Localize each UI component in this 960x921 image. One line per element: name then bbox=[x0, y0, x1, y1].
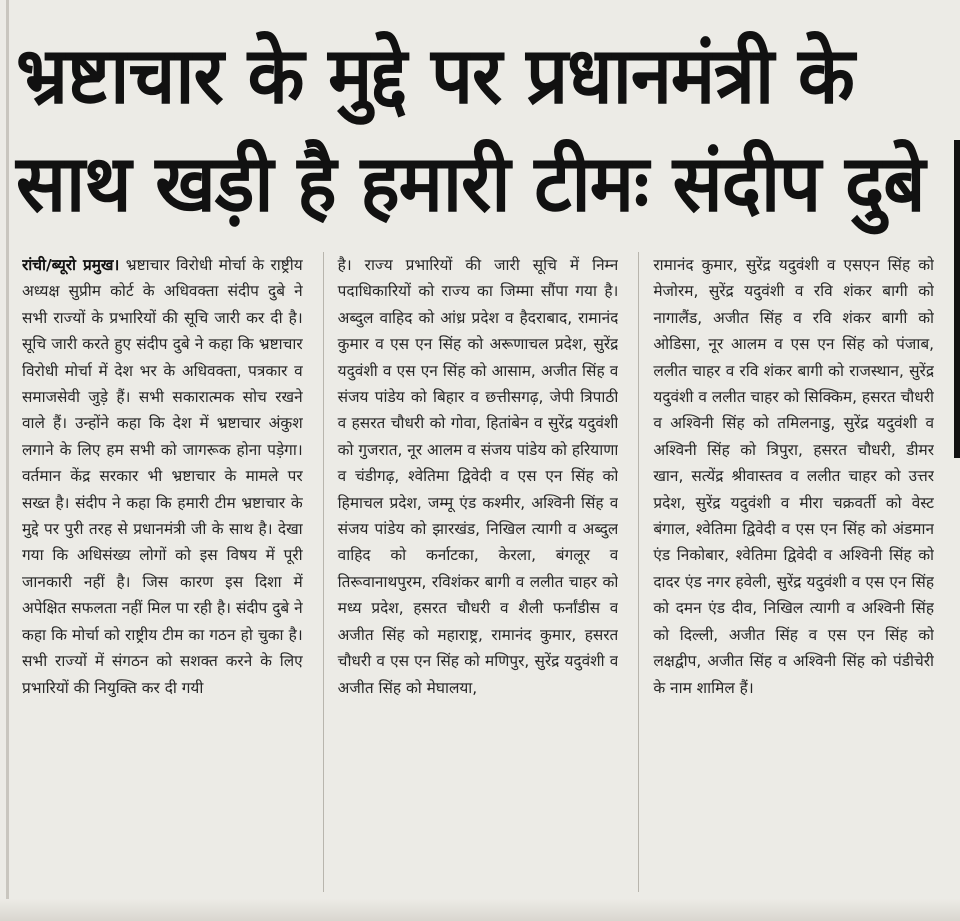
page-bottom-edge bbox=[0, 899, 960, 921]
column-rule-left bbox=[6, 0, 9, 921]
article-body bbox=[22, 252, 934, 892]
dateline: रांची/ब्यूरो प्रमुख। bbox=[22, 256, 120, 274]
adjacent-article-bar bbox=[954, 140, 960, 458]
article-column-2: है। राज्य प्रभारियों की जारी सूचि में निम्न पदाधिकारियों को राज्य का जिम्मा सौंपा गया है। अब्दुल वाहिद को आंध्र प्रदेश व हैदराबाद, रामानंद कुमार व एस एन सिंह को अरूणाचल प्रदेश, सुरेंद्र यदुवंशी व एस एन सिंह को आसाम, अजीत सिंह व संजय पांडेय को बिहार व छत्तीसगढ़, जेपी त्रिपाठी व हसरत चौधरी को गोवा, हितांबेन व सुरेंद्र यदुवंशी को गुजरात, नूर आलम व संजय पांडेय को हरियाणा व चंडीगढ़, श्वेतिमा द्विवेदी व एस एन सिंह को हिमाचल प्रदेश, जम्मू एंड कश्मीर, अश्विनी सिंह व संजय पांडेय को झारखंड, निखिल त्यागी व अब्दुल वाहिद को कर्नाटका, केरला, बंगलूर व तिरूवानाथपुरम, रविशंकर बागी व ललीत चाहर को मध्य प्रदेश, हसरत चौधरी व शैली फर्नांडीस व अजीत सिंह को महाराष्ट्र, रामानंद कुमार, हसरत चौधरी व एस एन सिंह को मणिपुर, सुरेंद्र यदुवंशी व अजीत सिंह को मेघालया, bbox=[323, 252, 619, 892]
headline bbox=[16, 22, 936, 238]
article-column-3: रामानंद कुमार, सुरेंद्र यदुवंशी व एसएन सिंह को मेजोरम, सुरेंद्र यदुवंशी व रवि शंकर बागी को नागालैंड, अजीत सिंह व रवि शंकर बागी को ओडिसा, नूर आलम व एस एन सिंह को पंजाब, ललीत चाहर व रवि शंकर बागी को राजस्थान, सुरेंद्र यदुवंशी व ललीत चाहर को सिक्किम, हसरत चौधरी व अश्विनी सिंह को तमिलनाडु, सुरेंद्र यदुवंशी व अश्विनी सिंह को त्रिपुरा, हसरत चौधरी, डीमर खान, सत्येंद्र श्रीवास्तव व ललीत चाहर को उत्तर प्रदेश, सुरेंद्र यदुवंशी व मीरा चक्रवर्ती को वेस्ट बंगाल, श्वेतिमा द्विवेदी व एस एन सिंह को अंडमान एंड निकोबार, श्वेतिमा द्विवेदी व अश्विनी सिंह को दादर एंड नगर हवेली, सुरेंद्र यदुवंशी व एस एन सिंह को दमन एंड दीव, निखिल त्यागी व अश्विनी सिंह को दिल्ली, अजीत सिंह व एस एन सिंह को लक्षद्वीप, अजीत सिंह व अश्विनी सिंह को पंडीचेरी के नाम शामिल हैं। bbox=[638, 252, 934, 892]
headline-line-1: भ्रष्टाचार के मुद्दे पर प्रधानमंत्री के bbox=[16, 30, 854, 122]
headline-line-2: साथ खड़ी है हमारी टीमः संदीप दुबे bbox=[16, 138, 925, 230]
adjacent-article-edge bbox=[942, 0, 960, 921]
article-column-1 bbox=[22, 252, 303, 892]
article-column-1-text: भ्रष्टाचार विरोधी मोर्चा के राष्ट्रीय अध्यक्ष सुप्रीम कोर्ट के अधिवक्ता संदीप दुबे ने सभी राज्यों के प्रभारियों की सूचि जारी कर दी है। सूचि जारी करते हुए संदीप दुबे ने कहा कि भ्रष्टाचार विरोधी मोर्चा में देश भर के अधिवक्ता, पत्रकार व समाजसेवी जुड़े हैं। सभी सकारात्मक सोच रखने वाले हैं। उन्होंने कहा कि देश में भ्रष्टाचार अंकुश लगाने के लिए हम सभी को जागरूक होना पड़ेगा। वर्तमान केंद्र सरकार भी भ्रष्टाचार के मामले पर सख्त है। संदीप ने कहा कि हमारी टीम भ्रष्टाचार के मुद्दे पर पुरी तरह से प्रधानमंत्री जी के साथ है। देखा गया कि अधिसंख्य लोगों को इस विषय में पूरी जानकारी नहीं है। जिस कारण इस दिशा में अपेक्षित सफलता नहीं मिल पा रही है। संदीप दुबे ने कहा कि मोर्चा को राष्ट्रीय टीम का गठन हो चुका है। सभी राज्यों में संगठन को सशक्त करने के लिए प्रभारियों की नियुक्ति कर दी गयी bbox=[22, 256, 303, 697]
